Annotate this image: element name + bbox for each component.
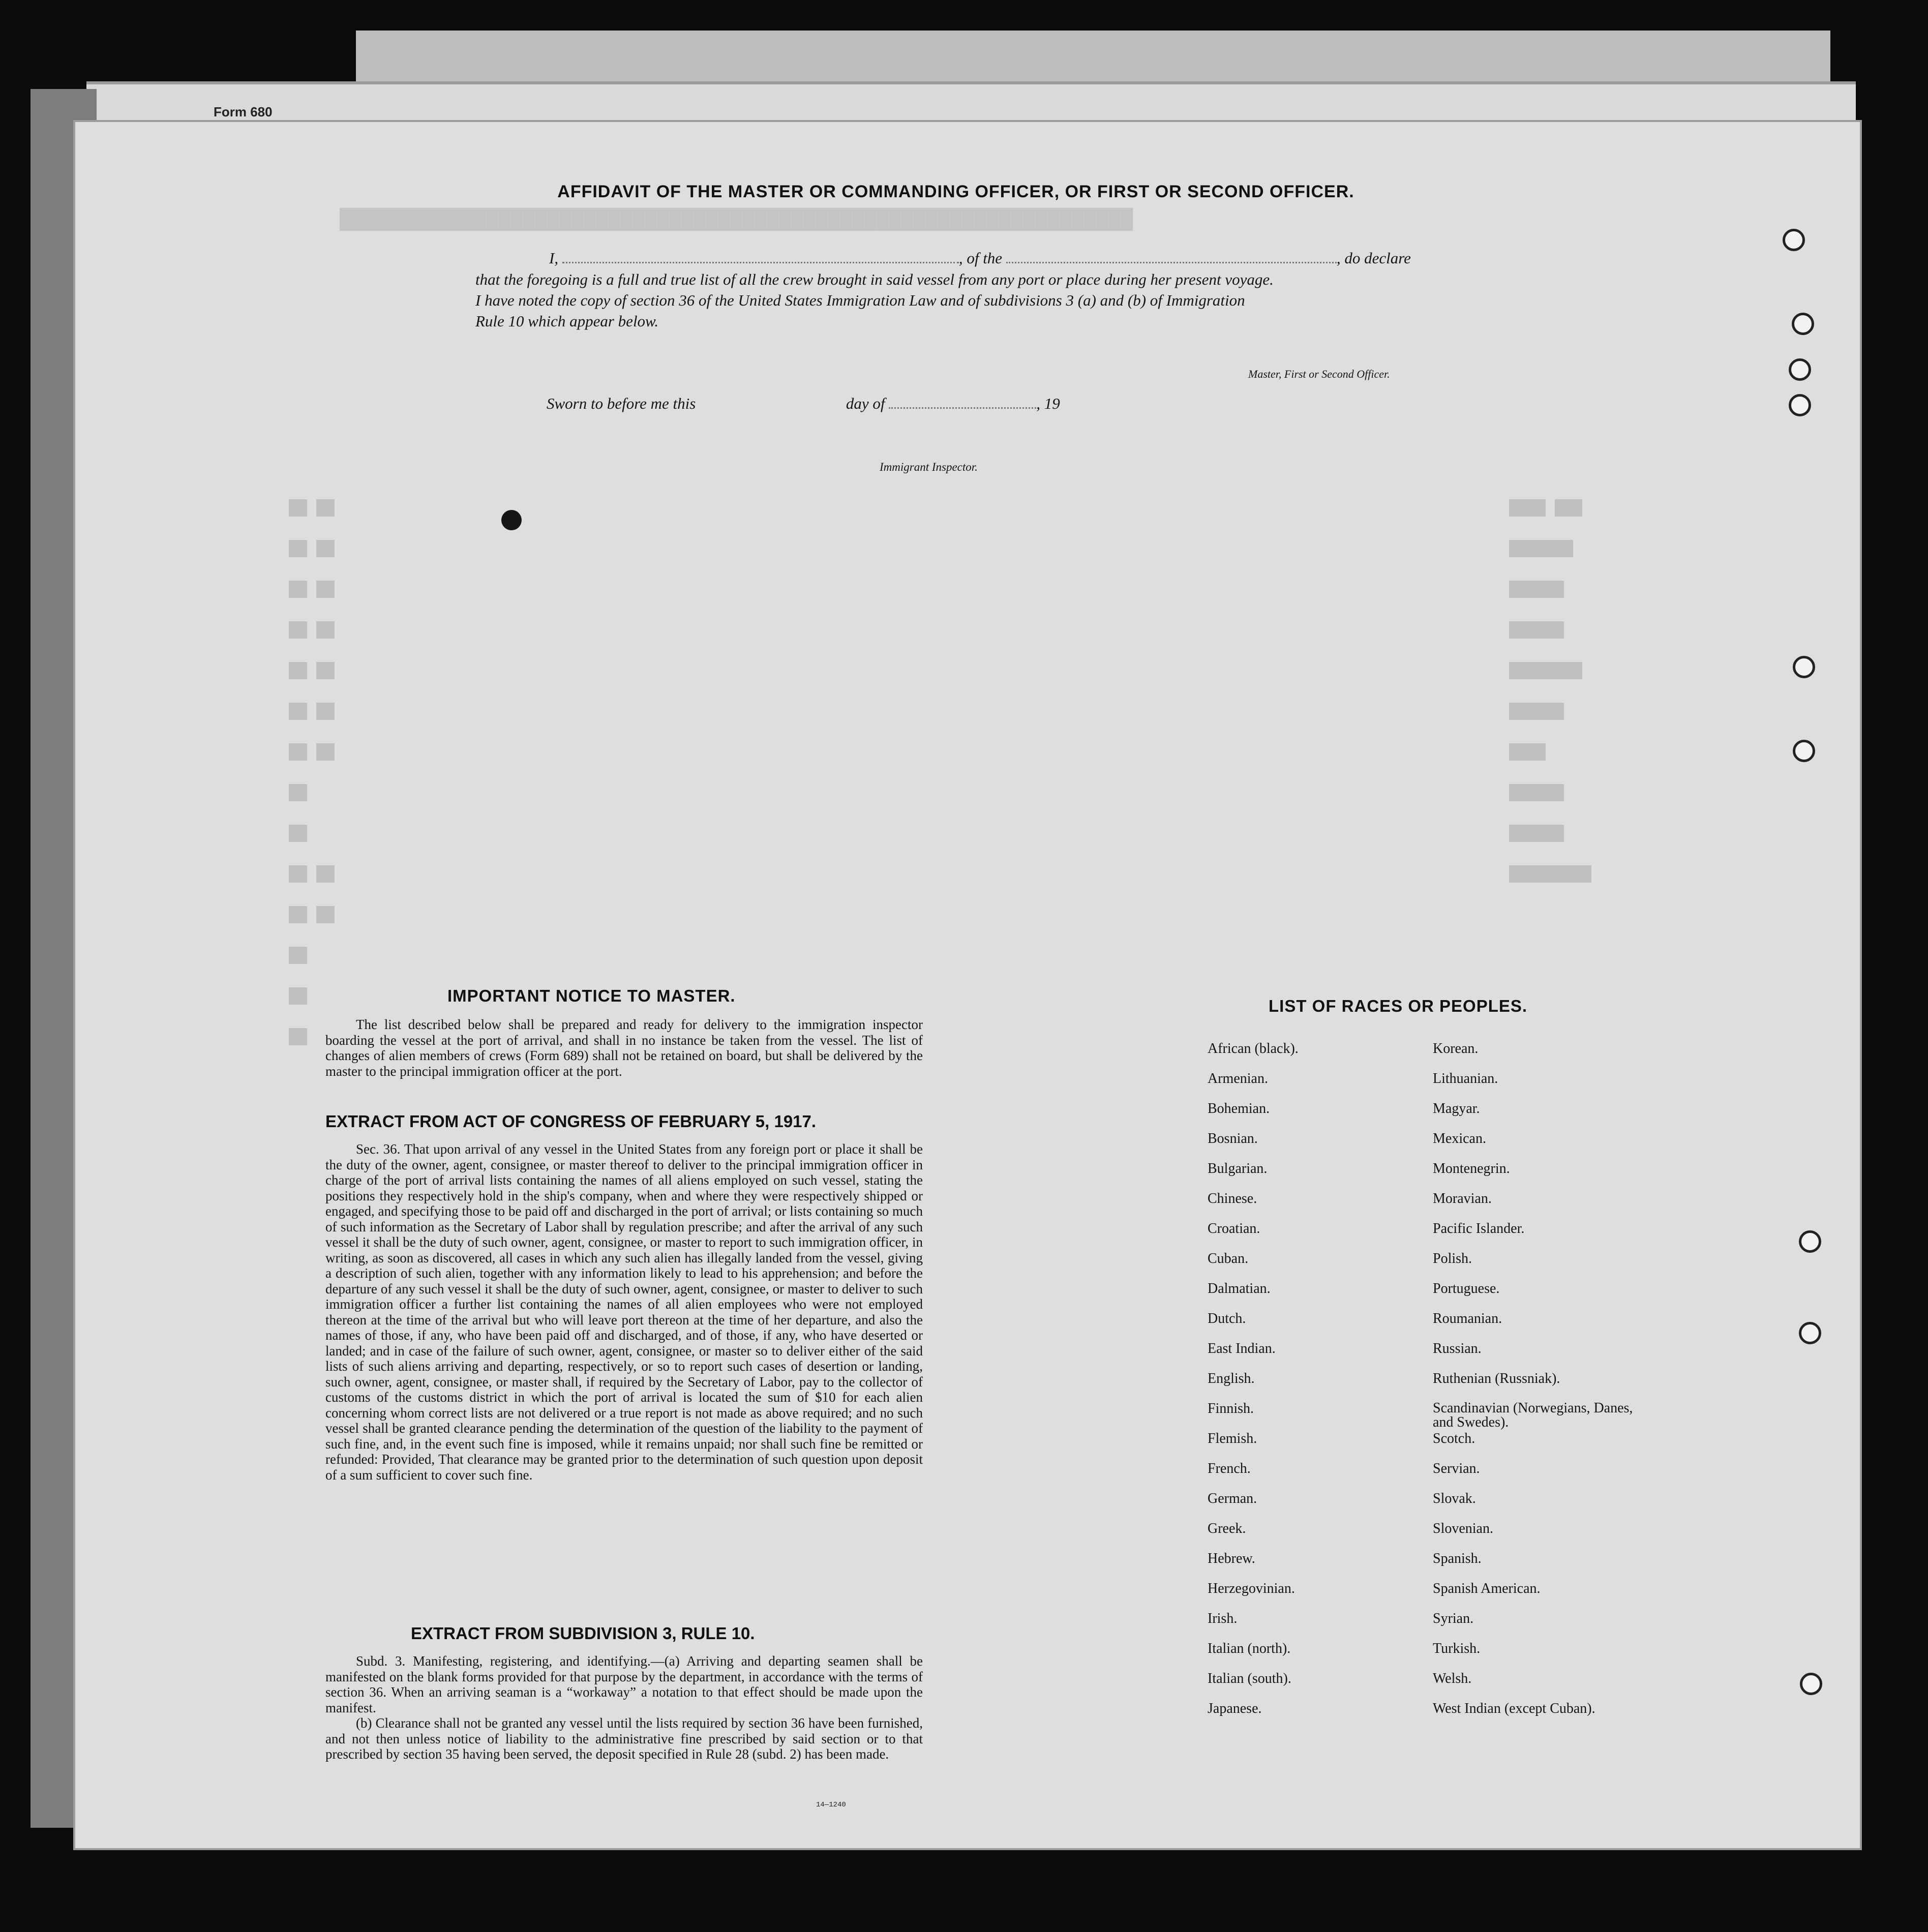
sworn-day-field[interactable] (700, 395, 842, 409)
races-left-column (1208, 1041, 1299, 1731)
punch-hole (1792, 313, 1814, 335)
race-item: Scandinavian (Norwegians, Danes, and Swedes). (1433, 1400, 1633, 1430)
punch-hole (1800, 1673, 1822, 1695)
master-signature-label: Master, First or Second Officer. (1248, 368, 1390, 380)
sworn-month-field[interactable] (889, 395, 1036, 409)
race-item: African (black). (1208, 1041, 1299, 1056)
race-item: Hebrew. (1208, 1551, 1255, 1566)
race-item: French. (1208, 1461, 1251, 1476)
race-item: Greek. (1208, 1521, 1246, 1536)
punch-hole (1799, 1230, 1821, 1253)
race-item: Montenegrin. (1433, 1161, 1510, 1176)
punch-hole (1799, 1322, 1821, 1344)
race-item: Syrian. (1433, 1611, 1474, 1626)
vessel-name-field[interactable] (1006, 250, 1337, 263)
year-prefix: , 19 (1036, 395, 1060, 412)
race-item: Pacific Islander. (1433, 1221, 1525, 1236)
act-title: EXTRACT FROM ACT OF CONGRESS OF FEBRUARY 5, 1917. (325, 1112, 817, 1131)
affiant-name-field[interactable] (562, 250, 959, 263)
race-item: Servian. (1433, 1461, 1480, 1476)
race-item: Turkish. (1433, 1641, 1481, 1656)
race-item: German. (1208, 1491, 1257, 1506)
race-item: Italian (south). (1208, 1671, 1291, 1686)
punch-hole (1793, 740, 1815, 762)
race-item: Russian. (1433, 1341, 1482, 1356)
rule-text (325, 1653, 923, 1762)
race-item: Korean. (1433, 1041, 1479, 1056)
race-item: West Indian (except Cuban). (1433, 1701, 1595, 1716)
rule-title: EXTRACT FROM SUBDIVISION 3, RULE 10. (411, 1624, 755, 1643)
day-of-label: day of (846, 395, 885, 412)
punch-hole (1789, 394, 1811, 416)
race-item: Roumanian. (1433, 1311, 1502, 1326)
act-text (325, 1141, 923, 1483)
print-code: 14—1240 (816, 1801, 846, 1809)
affiant-prefix: I, (549, 249, 559, 267)
race-item: Moravian. (1433, 1191, 1492, 1206)
show-through-column: ████ ███ ███████ ██████ ██████ ████████ ██████ ████ ██████ ██████ █████████ (1509, 500, 1592, 883)
race-item: Japanese. (1208, 1701, 1262, 1716)
affidavit-line-4: Rule 10 which appear below. (475, 312, 659, 330)
race-item: Scotch. (1433, 1431, 1475, 1446)
affidavit-line-2: that the foregoing is a full and true list of all the crew brought in said vessel from any port or place during her present voyage. (475, 270, 1274, 288)
race-item: Ruthenian (Russniak). (1433, 1371, 1560, 1386)
race-item: Dutch. (1208, 1311, 1246, 1326)
race-item: Armenian. (1208, 1071, 1268, 1086)
race-item: Mexican. (1433, 1131, 1486, 1146)
affidavit-line-3: I have noted the copy of section 36 of the United States Immigration Law and of subdivisions 3 (a) and (b) of Immigration (475, 291, 1245, 309)
race-item: Finnish. (1208, 1401, 1254, 1416)
race-item: Bohemian. (1208, 1101, 1270, 1116)
show-through-text: █████████████████████████████████████████████████████████████████ (340, 208, 1133, 231)
race-item: East Indian. (1208, 1341, 1276, 1356)
punch-hole (1789, 358, 1811, 381)
race-item: Italian (north). (1208, 1641, 1291, 1656)
race-item: Bulgarian. (1208, 1161, 1268, 1176)
race-item: Welsh. (1433, 1671, 1472, 1686)
declare-text: , do declare (1336, 249, 1411, 267)
affidavit-line-1 (549, 249, 1411, 267)
race-item: Chinese. (1208, 1191, 1257, 1206)
vessel-prefix: , of the (958, 249, 1003, 267)
notice-paragraph: The list described below shall be prepared and ready for delivery to the immigration inspector boarding the vessel at the port of arrival, and shall in no instance be taken from the vessel. The list of changes of alien members of crews (Form 689) shall not be retained on board, but shall be delivered by the master to the principal immigration officer at the port. (325, 1017, 923, 1079)
race-item: Cuban. (1208, 1251, 1249, 1266)
race-item: Lithuanian. (1433, 1071, 1498, 1086)
punch-hole (1783, 229, 1805, 251)
show-through-column: ██ ██ ██ ██ ██ ██ ██ ██ ██ ██ ██ ██ ██ ██ ██ ██ ██ ██ ██ ██ ██ ██ ██ (289, 500, 335, 1046)
races-title: LIST OF RACES OR PEOPLES. (1269, 997, 1528, 1015)
race-item: English. (1208, 1371, 1255, 1386)
punch-hole (1793, 656, 1815, 678)
race-item: Flemish. (1208, 1431, 1257, 1446)
rule-paragraph-b: (b) Clearance shall not be granted any vessel until the lists required by section 36 have been furnished, and not then unless notice of liability to the administrative fine prescribed by said section or to that prescribed by section 35 having been served, the deposit specified in Rule 28 (subd. 2) has been made. (325, 1715, 923, 1762)
sworn-line (547, 395, 1060, 413)
race-item: Dalmatian. (1208, 1281, 1271, 1296)
form-number: Form 680 (214, 104, 273, 119)
race-item: Magyar. (1433, 1101, 1480, 1116)
notice-text (325, 1017, 923, 1079)
race-item: Herzegovinian. (1208, 1581, 1295, 1596)
rule-paragraph-a: Subd. 3. Manifesting, registering, and identifying.—(a) Arriving and departing seamen shall be manifested on the blank forms provided for that purpose by the department, in accordance with the terms of section 36. When an arriving seaman is a “workaway” a notation to that effect should be made upon the manifest. (325, 1653, 923, 1715)
race-item: Croatian. (1208, 1221, 1260, 1236)
race-item: Slovenian. (1433, 1521, 1493, 1536)
race-item: Slovak. (1433, 1491, 1476, 1506)
race-item: Spanish American. (1433, 1581, 1541, 1596)
race-item: Portuguese. (1433, 1281, 1500, 1296)
race-item: Polish. (1433, 1251, 1472, 1266)
race-item: Irish. (1208, 1611, 1238, 1626)
sworn-prefix: Sworn to before me this (547, 395, 696, 412)
races-right-column (1433, 1041, 1636, 1731)
affidavit-title: AFFIDAVIT OF THE MASTER OR COMMANDING OFFICER, OR FIRST OR SECOND OFFICER. (557, 182, 1354, 201)
race-item: Spanish. (1433, 1551, 1482, 1566)
race-item: Bosnian. (1208, 1131, 1258, 1146)
notice-title: IMPORTANT NOTICE TO MASTER. (447, 986, 736, 1005)
inspector-signature-label: Immigrant Inspector. (880, 461, 978, 473)
act-paragraph: Sec. 36. That upon arrival of any vessel in the United States from any foreign port or place it shall be the duty of the owner, agent, consignee, or master thereof to deliver to the principal immigration officer in charge of the port of arrival lists containing the names of all aliens employed on such vessel, stating the positions they respectively hold in the ship's company, when and where they were respectively shipped or engaged, and specifying those to be paid off and discharged in the port of arrival; or lists containing so much of such information as the Secretary of Labor shall by regulation prescribe; and after the arrival of any such vessel it shall be the duty of such owner, agent, consignee, or master to report to such immigration officer, in writing, as soon as discovered, all cases in which any such alien has illegally landed from the vessel, giving a description of such alien, together with any information likely to lead to his apprehension; and before the departure of any such vessel it shall be the duty of such owner, agent, consignee, or master to deliver to such immigration officer a further list containing the names of all alien employees who were not employed thereon at the time of the arrival but who will leave port thereon at the time of her departure, and also the names of those, if any, who have been paid off and discharged, and of those, if any, who have deserted or landed; and in case of the failure of such owner, agent, consignee, or master so to deliver either of the said lists of such aliens arriving and departing, respectively, or so to report such cases of desertion or landing, such owner, agent, consignee, or master shall, if required by the Secretary of Labor, pay to the collector of customs of the customs district in which the port of arrival is located the sum of $10 for each alien concerning whom correct lists are not delivered or a true report is not made as above required; and no such vessel shall be granted clearance pending the determination of the question of the liability to the payment of such fine, and, in the event such fine is imposed, while it remains unpaid; nor shall such fine be remitted or refunded: Provided, That clearance may be granted prior to the determination of such question upon deposit of a sum sufficient to cover such fine. (325, 1141, 923, 1483)
ink-blot (501, 510, 522, 530)
